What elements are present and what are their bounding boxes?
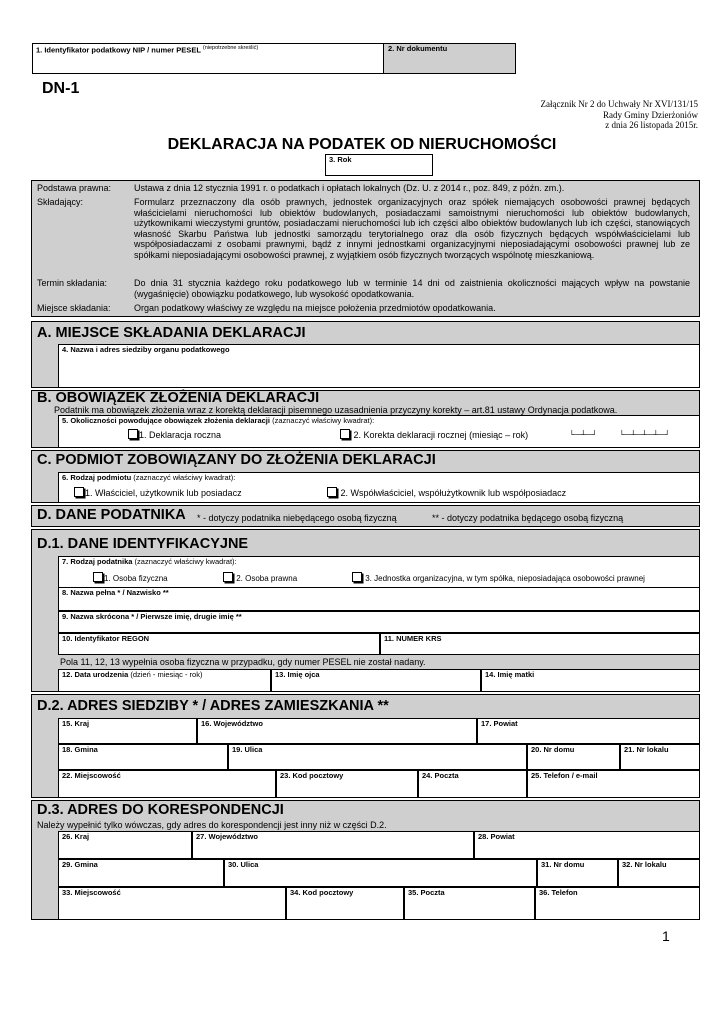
corr-country-field[interactable] [58,831,192,859]
annual-label: 1. Deklaracja roczna [139,430,222,440]
corr-phone-field[interactable] [535,887,700,920]
corr-house-number-field[interactable] [537,859,618,887]
postal-code-label: 23. Kod pocztowy [280,771,344,780]
corr-house-number-label: 31. Nr domu [541,860,585,869]
organizational-unit-checkbox[interactable] [352,572,362,582]
tax-office-label: 4. Nazwa i adres siedziby organu podatkowego [62,345,230,354]
document-number-label: 2. Nr dokumentu [388,44,448,53]
annex-line-3: z dnia 26 listopada 2015r. [605,120,698,130]
circumstances-hint: (zaznaczyć właściwy kwadrat): [272,416,375,425]
year-label: 3. Rok [329,155,352,164]
correction-month-ticks: └─┴─┘ [569,430,598,439]
section-d3-note: Należy wypełnić tylko wówczas, gdy adres do korespondencji jest inny niż w części D.2. [37,820,387,830]
section-b-note: Podatnik ma obowiązek złożenia wraz z korektą deklaracji pisemnego uzasadnienia przyczyny korekty – art.81 ustawy Ordynacja podatkowa. [54,405,618,415]
section-c-title: C. PODMIOT ZOBOWIĄZANY DO ZŁOŻENIA DEKLARACJI [37,452,436,468]
corr-apartment-number-label: 32. Nr lokalu [622,860,667,869]
option-correction[interactable] [340,429,528,441]
place-text: Organ podatkowy właściwy ze względu na miejsce położenia przedmiotów opodatkowania. [134,303,496,313]
taxpayer-id-note: (niepotrzebne skreślić) [202,45,259,51]
co-owner-checkbox[interactable] [327,487,337,497]
option-natural-person[interactable] [93,572,168,583]
city-label: 22. Miejscowość [62,771,121,780]
corr-street-label: 30. Ulica [228,860,259,869]
krs-field[interactable] [380,633,700,655]
taxpayer-id-label: 1. Identyfikator podatkowy NIP / numer PESEL [36,45,201,55]
city-field[interactable] [58,770,276,798]
country-label: 15. Kraj [62,719,90,728]
country-field[interactable] [58,718,197,744]
option-organizational-unit[interactable] [352,572,645,583]
taxpayer-type-hint: (zaznaczyć właściwy kwadrat): [134,557,237,566]
short-name-field[interactable] [58,611,700,633]
regon-field[interactable] [58,633,380,655]
annex-line-1: Załącznik Nr 2 do Uchwały Nr XVI/131/15 [540,99,698,109]
correction-checkbox[interactable] [340,429,350,439]
place-label: Miejsce składania: [37,303,111,313]
option-owner[interactable] [74,487,242,499]
house-number-field[interactable] [527,744,620,770]
corr-post-office-label: 35. Poczta [408,888,445,897]
option-annual[interactable] [128,429,221,441]
section-d-note-2: ** - dotyczy podatnika będącego osobą fizyczną [432,513,624,523]
entity-type-label: 6. Rodzaj podmiotu [62,473,132,482]
section-d-title: D. DANE PODATNIKA [37,507,186,523]
owner-checkbox[interactable] [74,487,84,497]
corr-city-label: 33. Miejscowość [62,888,121,897]
post-office-field[interactable] [418,770,527,798]
father-name-label: 13. Imię ojca [275,670,320,679]
full-name-label: 8. Nazwa pełna * / Nazwisko ** [62,588,169,597]
organizational-unit-label: 3. Jednostka organizacyjna, w tym spółka, nieposiadająca osobowości prawnej [365,574,645,583]
page-number: 1 [662,928,670,944]
short-name-label: 9. Nazwa skrócona * / Pierwsze imię, drugie imię ** [62,612,242,621]
circumstances-label: 5. Okoliczności powodujące obowiązek złożenia deklaracji [62,416,270,425]
owner-label: 1. Właściciel, użytkownik lub posiadacz [85,488,242,498]
apartment-number-label: 21. Nr lokalu [624,745,669,754]
birth-date-field[interactable] [58,669,271,692]
corr-county-field[interactable] [474,831,700,859]
krs-label: 11. NUMER KRS [384,634,442,643]
section-b-title: B. OBOWIĄZEK ZŁOŻENIA DEKLARACJI [37,390,320,406]
corr-city-field[interactable] [58,887,286,920]
corr-street-field[interactable] [224,859,537,887]
county-field[interactable] [477,718,700,744]
corr-post-office-field[interactable] [404,887,535,920]
birth-date-hint: (dzień - miesiąc - rok) [130,670,203,679]
filer-label: Składający: [37,197,84,207]
page-title: DEKLARACJA NA PODATEK OD NIERUCHOMOŚCI [167,136,557,153]
regon-label: 10. Identyfikator REGON [62,634,150,643]
co-owner-label: 2. Współwłaściciel, współużytkownik lub współposiadacz [340,488,567,498]
correction-label: 2. Korekta deklaracji rocznej (miesiąc – rok) [353,430,529,440]
section-d-note-1: * - dotyczy podatnika niebędącego osobą fizyczną [197,513,397,523]
section-d2-title: D.2. ADRES SIEDZIBY * / ADRES ZAMIESZKANIA ** [37,698,389,714]
correction-year-ticks: └─┴─┴─┴─┘ [619,430,671,439]
legal-person-checkbox[interactable] [223,572,233,582]
section-d1-title: D.1. DANE IDENTYFIKACYJNE [37,536,249,552]
filer-text: Formularz przeznaczony dla osób prawnych, jednostek organizacyjnych oraz spółek niemających osobowości prawnej będących właścicielami nieruchomości lub obiektów budowlanych, posiadaczami samoistnymi nieruchomości lub obiektów budowlanych, użytkownikami wieczystymi gruntów, posiadaczami nieruchomości lub ich części albo obiektów budowlanych lub ich części, stanowiących własność Skarbu Państwa lub jednostki samorządu terytorialnego oraz dla osób fizycznych będących współwłaścicielami lub współposiadaczami z osobami prawnymi, bądź z innymi jednostkami organizacyjnymi nieposiadającymi osobowości prawnej lub ze spółkami nieposiadającymi osobowości prawnej, z wyjątkiem osób fizycznych tworzących wspólnotę mieszkaniową. [134,197,690,260]
county-label: 17. Powiat [481,719,518,728]
voivodeship-label: 16. Województwo [201,719,263,728]
mother-name-label: 14. Imię matki [485,670,535,679]
section-d3-title: D.3. ADRES DO KORESPONDENCJI [37,802,284,818]
natural-person-label: 1. Osoba fizyczna [104,574,168,583]
postal-code-field[interactable] [276,770,418,798]
phone-email-field[interactable] [527,770,700,798]
natural-person-checkbox[interactable] [93,572,103,582]
corr-municipality-field[interactable] [58,859,224,887]
deadline-text: Do dnia 31 stycznia każdego roku podatkowego lub w terminie 14 dni od zaistnienia okoliczności mających wpływ na powstanie (wygaśnięcie) obowiązku podatkowego, lub wysokość opodatkowania. [134,278,690,299]
corr-apartment-number-field[interactable] [618,859,700,887]
section-d1-note: Pola 11, 12, 13 wypełnia osoba fizyczna w przypadku, gdy numer PESEL nie został nadany. [60,657,426,667]
birth-date-label: 12. Data urodzenia [62,670,129,679]
legal-person-label: 2. Osoba prawna [236,574,298,583]
entity-type-hint: (zaznaczyć właściwy kwadrat): [133,473,236,482]
corr-phone-label: 36. Telefon [539,888,578,897]
corr-county-label: 28. Powiat [478,832,515,841]
corr-voivodeship-label: 27. Województwo [196,832,258,841]
deadline-label: Termin składania: [37,278,108,288]
legal-basis-text: Ustawa z dnia 12 stycznia 1991 r. o podatkach i opłatach lokalnych (Dz. U. z 2014 r., poz. 849, z późn. zm.). [134,183,565,193]
option-co-owner[interactable] [327,487,566,499]
street-field[interactable] [228,744,527,770]
form-code: DN-1 [42,80,80,97]
corr-country-label: 26. Kraj [62,832,90,841]
phone-email-label: 25. Telefon / e-mail [531,771,598,780]
apartment-number-field[interactable] [620,744,700,770]
post-office-label: 24. Poczta [422,771,459,780]
section-a-title: A. MIEJSCE SKŁADANIA DEKLARACJI [37,325,306,341]
father-name-field[interactable] [271,669,481,692]
mother-name-field[interactable] [481,669,700,692]
house-number-label: 20. Nr domu [531,745,575,754]
annex-note [541,99,698,131]
corr-postal-code-label: 34. Kod pocztowy [290,888,354,897]
municipality-label: 18. Gmina [62,745,98,754]
street-label: 19. Ulica [232,745,263,754]
year-field[interactable] [325,154,433,176]
corr-voivodeship-field[interactable] [192,831,474,859]
tax-office-field[interactable] [58,344,700,388]
taxpayer-type-label: 7. Rodzaj podatnika [62,557,133,566]
corr-municipality-label: 29. Gmina [62,860,98,869]
option-legal-person[interactable] [223,572,297,583]
taxpayer-id-field[interactable] [32,43,384,74]
corr-postal-code-field[interactable] [286,887,404,920]
full-name-field[interactable] [58,587,700,611]
voivodeship-field[interactable] [197,718,477,744]
municipality-field[interactable] [58,744,228,770]
annual-checkbox[interactable] [128,429,138,439]
annex-line-2: Rady Gminy Dzierżoniów [603,109,698,120]
legal-basis-label: Podstawa prawna: [37,183,112,193]
